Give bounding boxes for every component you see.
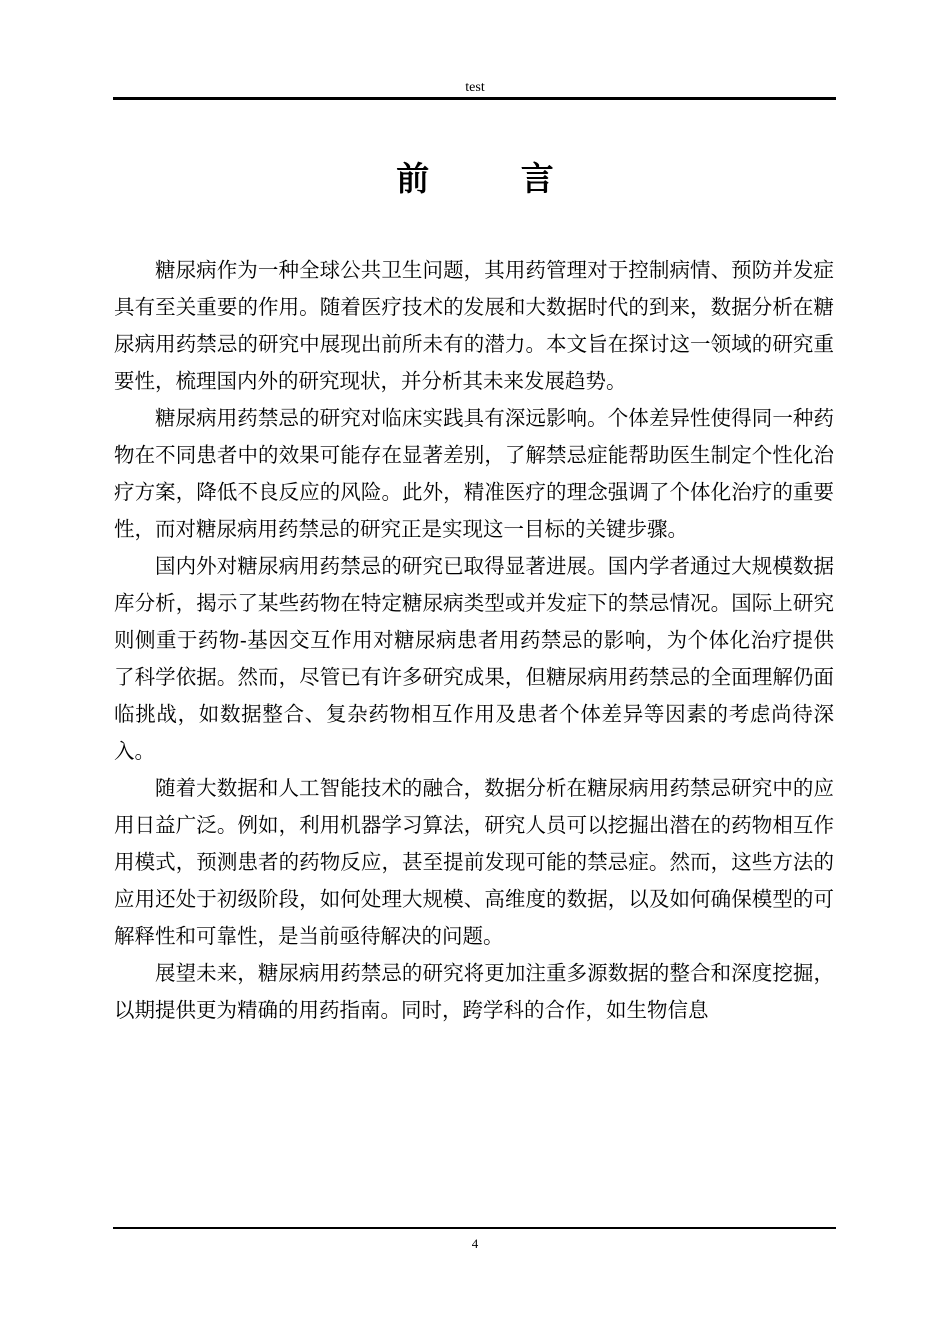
running-header: test [465, 80, 485, 95]
page-title: 前 言 [396, 159, 594, 198]
body-text [114, 252, 834, 1202]
paragraph-1: 糖尿病作为一种全球公共卫生问题，其用药管理对于控制病情、预防并发症具有至关重要的作用。随着医疗技术的发展和大数据时代的到来，数据分析在糖尿病用药禁忌的研究中展现出前所未有的潜力。本文旨在探讨这一领域的研究重要性，梳理国内外的研究现状，并分析其未来发展趋势。 [114, 258, 834, 393]
paragraph-4: 随着大数据和人工智能技术的融合，数据分析在糖尿病用药禁忌研究中的应用日益广泛。例如，利用机器学习算法，研究人员可以挖掘出潜在的药物相互作用模式，预测患者的药物反应，甚至提前发现可能的禁忌症。然而，这些方法的应用还处于初级阶段，如何处理大规模、高维度的数据，以及如何确保模型的可解释性和可靠性，是当前亟待解决的问题。 [114, 776, 834, 948]
paragraph-5: 展望未来，糖尿病用药禁忌的研究将更加注重多源数据的整合和深度挖掘，以期提供更为精确的用药指南。同时，跨学科的合作，如生物信息 [114, 961, 834, 1022]
footer-rule [113, 1227, 836, 1229]
page-number: 4 [471, 1236, 479, 1251]
paragraph-2: 糖尿病用药禁忌的研究对临床实践具有深远影响。个体差异性使得同一种药物在不同患者中的效果可能存在显著差别，了解禁忌症能帮助医生制定个性化治疗方案，降低不良反应的风险。此外，精准医疗的理念强调了个体化治疗的重要性，而对糖尿病用药禁忌的研究正是实现这一目标的关键步骤。 [114, 406, 834, 541]
paragraph-3: 国内外对糖尿病用药禁忌的研究已取得显著进展。国内学者通过大规模数据库分析，揭示了某些药物在特定糖尿病类型或并发症下的禁忌情况。国际上研究则侧重于药物-基因交互作用对糖尿病患者用药禁忌的影响，为个体化治疗提供了科学依据。然而，尽管已有许多研究成果，但糖尿病用药禁忌的全面理解仍面临挑战，如数据整合、复杂药物相互作用及患者个体差异等因素的考虑尚待深入。 [114, 554, 834, 763]
header-rule [113, 97, 836, 100]
